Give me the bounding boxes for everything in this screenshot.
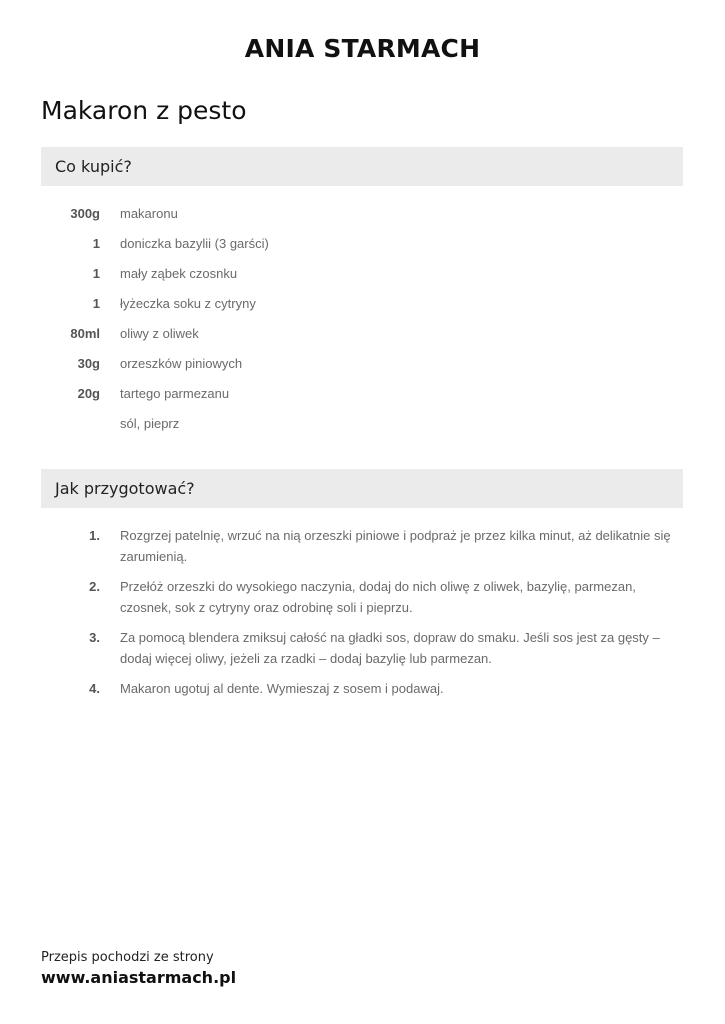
ingredient-quantity: 1 xyxy=(92,266,100,281)
ingredient-list xyxy=(41,200,683,440)
section-header-buy: Co kupić? xyxy=(41,147,683,186)
ingredient-name: łyżeczka soku z cytryny xyxy=(120,296,256,311)
step-text: Makaron ugotuj al dente. Wymieszaj z sosem i podawaj. xyxy=(120,681,444,696)
footer-source-label: Przepis pochodzi ze strony xyxy=(41,950,214,965)
step-item xyxy=(41,576,683,618)
step-list xyxy=(41,525,683,708)
ingredient-row xyxy=(41,320,683,350)
ingredient-name: sól, pieprz xyxy=(120,416,180,431)
step-number: 4. xyxy=(89,681,100,696)
ingredient-row xyxy=(41,410,683,440)
step-number: 3. xyxy=(89,630,100,645)
step-number: 2. xyxy=(89,579,100,594)
ingredient-quantity: 30g xyxy=(77,356,100,371)
ingredient-name: oliwy z oliwek xyxy=(120,326,199,341)
recipe-title: Makaron z pesto xyxy=(41,96,247,125)
ingredient-quantity: 1 xyxy=(92,236,100,251)
ingredient-row xyxy=(41,200,683,230)
ingredient-name: mały ząbek czosnku xyxy=(120,266,238,281)
footer-source-url[interactable]: www.aniastarmach.pl xyxy=(41,968,237,987)
ingredient-row xyxy=(41,290,683,320)
ingredient-quantity: 1 xyxy=(92,296,100,311)
ingredient-name: tartego parmezanu xyxy=(120,386,230,401)
section-header-prepare: Jak przygotować? xyxy=(41,469,683,508)
ingredient-row xyxy=(41,230,683,260)
brand-title: ANIA STARMACH xyxy=(244,34,481,63)
ingredient-row xyxy=(41,380,683,410)
ingredient-name: makaronu xyxy=(120,206,178,221)
ingredient-row xyxy=(41,350,683,380)
ingredient-name: orzeszków piniowych xyxy=(120,356,243,371)
ingredient-row xyxy=(41,260,683,290)
ingredient-quantity: 300g xyxy=(70,206,100,221)
step-text: Rozgrzej patelnię, wrzuć na nią orzeszki piniowe i podpraż je przez kilka minut, aż delikatnie się zarumienią. xyxy=(120,528,671,564)
step-text: Za pomocą blendera zmiksuj całość na gładki sos, dopraw do smaku. Jeśli sos jest za gęsty – dodaj więcej oliwy, jeżeli za rzadki – dodaj bazylię lub parmezan. xyxy=(120,630,660,666)
step-item xyxy=(41,678,683,699)
ingredient-name: doniczka bazylii (3 garści) xyxy=(120,236,269,251)
ingredient-quantity: 20g xyxy=(77,386,100,401)
step-item xyxy=(41,525,683,567)
step-number: 1. xyxy=(89,528,100,543)
step-text: Przełóż orzeszki do wysokiego naczynia, dodaj do nich oliwę z oliwek, bazylię, parmezan, czosnek, sok z cytryny oraz odrobinę soli i pieprzu. xyxy=(120,579,636,615)
step-item xyxy=(41,627,683,669)
ingredient-quantity: 80ml xyxy=(70,326,100,341)
